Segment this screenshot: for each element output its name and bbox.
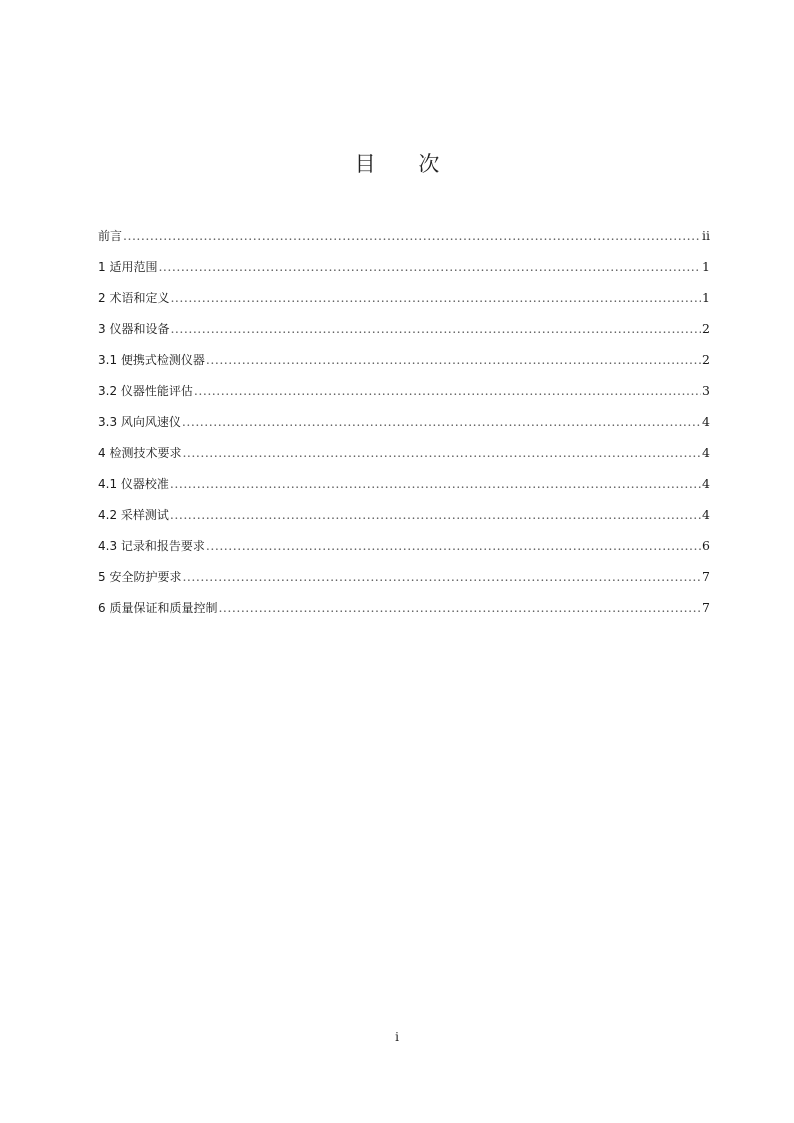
toc-entry[interactable]	[98, 598, 710, 629]
toc-leader-dots	[182, 443, 701, 463]
toc-entry-page: 1	[702, 290, 710, 305]
toc-entry[interactable]	[98, 319, 710, 350]
toc-entry-page: 3	[702, 383, 710, 398]
toc-entry-label: 3.3 风向风速仪	[98, 415, 181, 429]
toc-entry-label: 5 安全防护要求	[98, 570, 182, 584]
table-of-contents	[98, 226, 710, 629]
toc-leader-dots	[123, 226, 701, 246]
toc-entry-label: 前言	[98, 229, 123, 243]
toc-entry-page: 6	[702, 538, 710, 553]
toc-entry-label: 4.2 采样测试	[98, 508, 169, 522]
toc-entry-label: 4.1 仪器校准	[98, 477, 169, 491]
toc-entry[interactable]	[98, 567, 710, 598]
toc-leader-dots	[218, 598, 701, 618]
page-title: 目 次	[354, 152, 458, 176]
toc-entry[interactable]	[98, 350, 710, 381]
toc-entry-label: 3.1 便携式检测仪器	[98, 353, 205, 367]
toc-entry-label: 4 检测技术要求	[98, 446, 182, 460]
toc-entry-label: 4.3 记录和报告要求	[98, 539, 205, 553]
toc-entry[interactable]	[98, 505, 710, 536]
toc-leader-dots	[194, 381, 701, 401]
toc-leader-dots	[170, 288, 701, 308]
toc-entry-label: 1 适用范围	[98, 260, 158, 274]
toc-entry[interactable]	[98, 257, 710, 288]
toc-entry-page: ii	[702, 228, 710, 243]
toc-entry-page: 4	[702, 414, 710, 429]
page-number: i	[395, 1030, 399, 1044]
toc-entry[interactable]	[98, 288, 710, 319]
toc-leader-dots	[206, 350, 701, 370]
toc-entry[interactable]	[98, 443, 710, 474]
toc-entry-page: 4	[702, 507, 710, 522]
toc-entry-page: 2	[702, 352, 710, 367]
toc-entry-label: 3 仪器和设备	[98, 322, 170, 336]
toc-entry[interactable]	[98, 381, 710, 412]
toc-entry-label: 3.2 仪器性能评估	[98, 384, 193, 398]
toc-entry-page: 1	[702, 259, 710, 274]
toc-entry-page: 7	[702, 569, 710, 584]
toc-leader-dots	[206, 536, 701, 556]
toc-entry-page: 4	[702, 476, 710, 491]
toc-leader-dots	[170, 319, 701, 339]
toc-leader-dots	[182, 412, 701, 432]
toc-entry-page: 2	[702, 321, 710, 336]
toc-entry[interactable]	[98, 474, 710, 505]
toc-entry-page: 4	[702, 445, 710, 460]
toc-entry[interactable]	[98, 536, 710, 567]
toc-leader-dots	[170, 474, 701, 494]
toc-entry-label: 6 质量保证和质量控制	[98, 601, 218, 615]
toc-entry-label: 2 术语和定义	[98, 291, 170, 305]
toc-entry[interactable]	[98, 412, 710, 443]
toc-leader-dots	[158, 257, 701, 277]
toc-entry[interactable]	[98, 226, 710, 257]
toc-leader-dots	[170, 505, 701, 525]
toc-entry-page: 7	[702, 600, 710, 615]
toc-leader-dots	[182, 567, 701, 587]
